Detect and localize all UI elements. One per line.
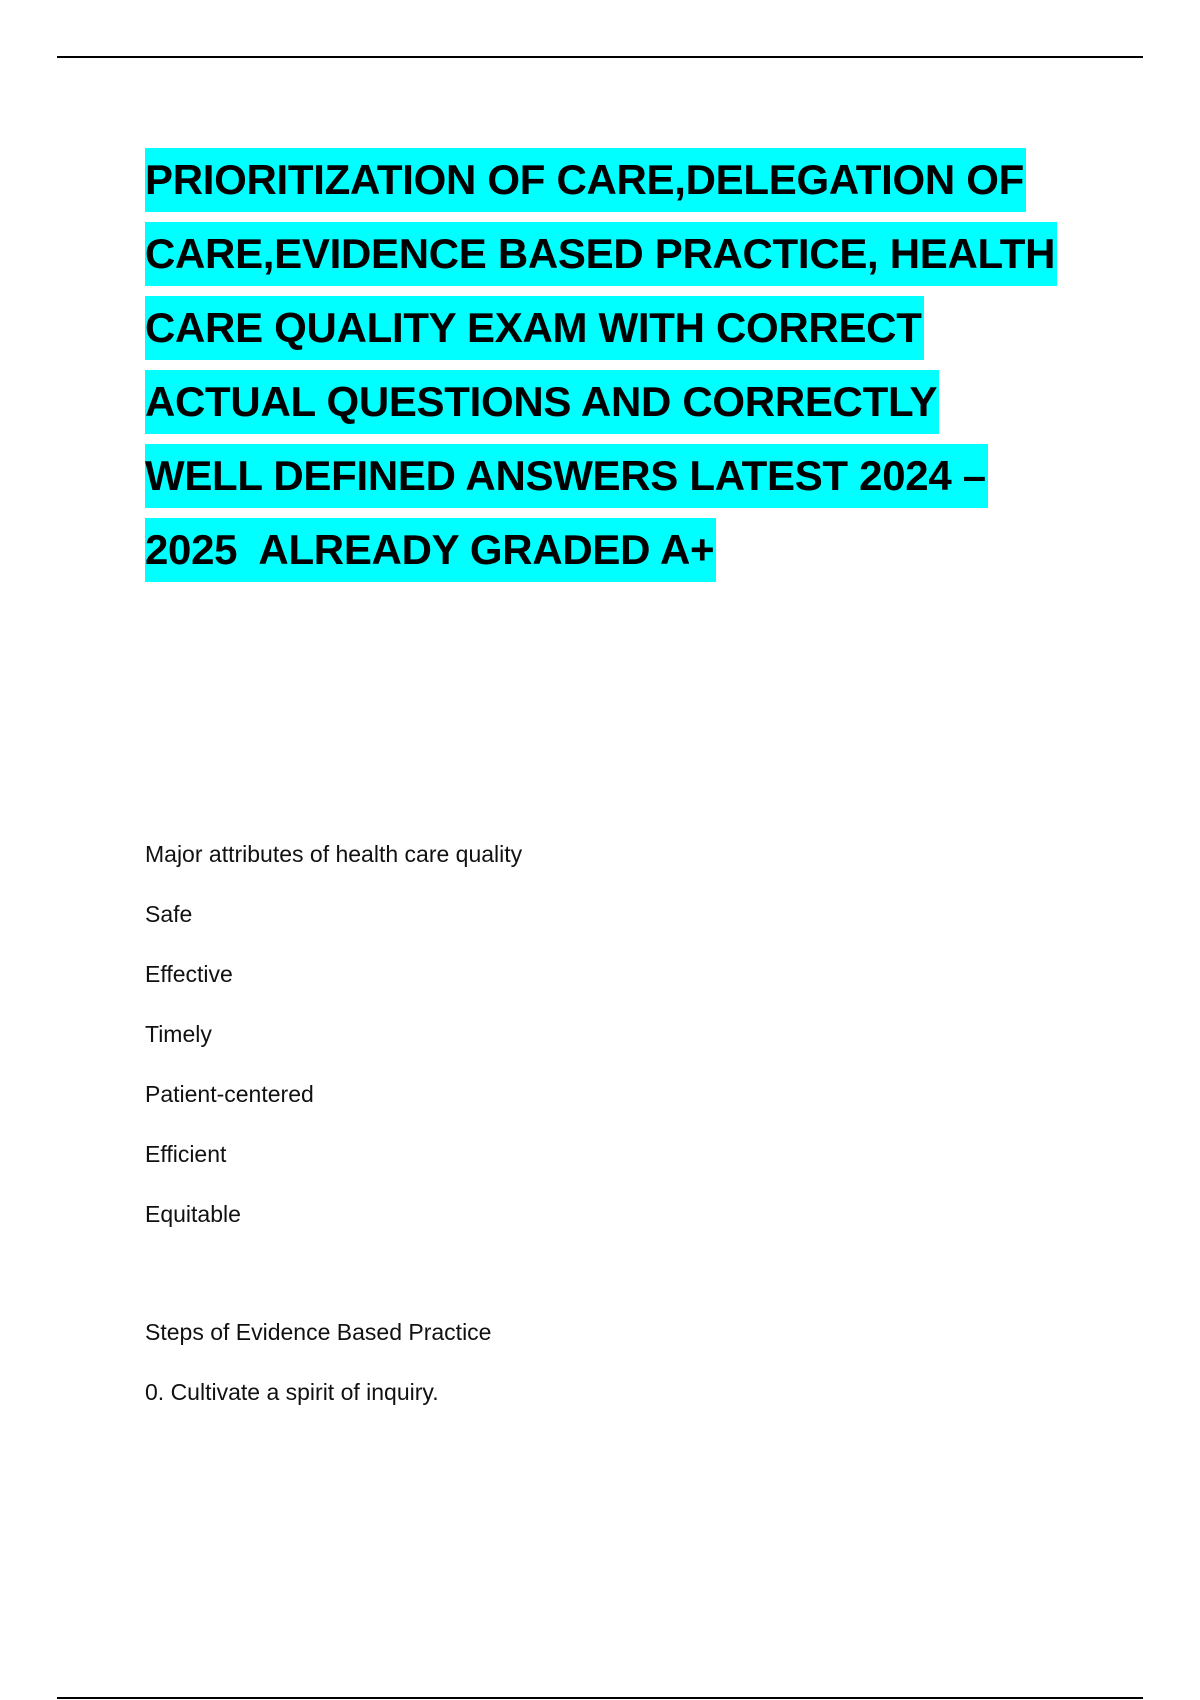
list-item: Equitable [145,1201,241,1227]
list-item: Timely [145,1021,212,1047]
title-line-text: ACTUAL QUESTIONS AND CORRECTLY [145,370,939,434]
title-line [145,146,1085,220]
title-line-text: CARE QUALITY EXAM WITH CORRECT [145,296,924,360]
list-item: Safe [145,901,193,927]
section-heading-quality-attributes: Major attributes of health care quality [145,841,523,867]
bottom-rule [57,1697,1143,1699]
title-line-text: WELL DEFINED ANSWERS LATEST 2024 – [145,444,988,508]
title-line-text: PRIORITIZATION OF CARE,DELEGATION OF [145,148,1026,212]
title-line [145,442,1085,516]
section-heading-ebp-steps: Steps of Evidence Based Practice [145,1319,492,1345]
document-body [145,840,1045,1438]
list-item: 0. Cultivate a spirit of inquiry. [145,1379,439,1405]
title-line [145,368,1085,442]
list-item: Efficient [145,1141,227,1167]
list-item: Effective [145,961,233,987]
top-rule [57,56,1143,58]
document-title [145,146,1085,590]
title-line [145,220,1085,294]
title-line [145,516,1085,590]
list-item: Patient-centered [145,1081,314,1107]
title-line-text: CARE,EVIDENCE BASED PRACTICE, HEALTH [145,222,1057,286]
title-line-text: 2025 ALREADY GRADED A+ [145,518,716,582]
title-line [145,294,1085,368]
